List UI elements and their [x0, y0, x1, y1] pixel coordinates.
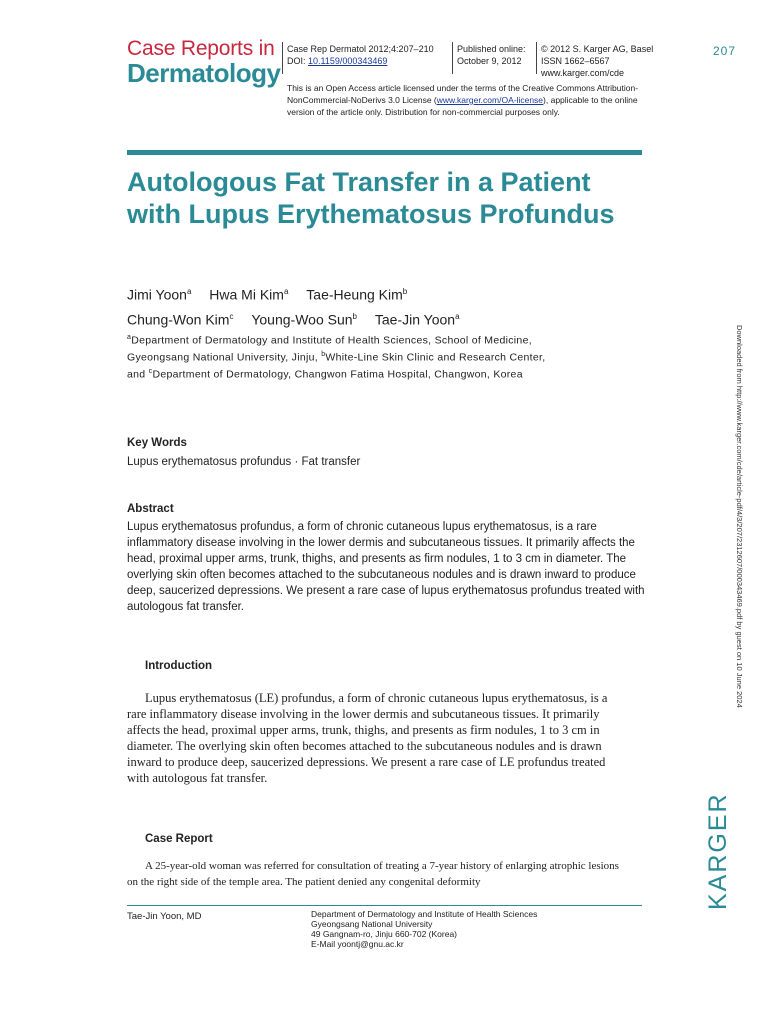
- footer-rule: [127, 905, 642, 906]
- author: [306, 281, 407, 306]
- author-row: [127, 306, 474, 331]
- author-affiliation-mark: a: [283, 287, 289, 296]
- address-line: Department of Dermatology and Institute of Health Sciences: [311, 909, 538, 919]
- doi-line: [287, 55, 434, 67]
- journal-name-line2: Dermatology: [127, 58, 281, 88]
- author-affiliation-mark: b: [352, 311, 357, 321]
- introduction-text: Lupus erythematosus (LE) profundus, a form of chronic cutaneous lupus erythematosus, is a rare inflammatory disease involving in the lower dermis and subcutaneous tissues. It primarily affects the head, proximal upper arms, trunk, thighs, and presents as firm nodules, 1 to 3 cm in diameter. The overlying skin often becomes attached to the subcutaneous nodules and is drawn inward to produce deep, saucerized depressions. We present a rare case of LE profundus treated with autologous fat transfer.: [127, 691, 608, 785]
- license-text-before: This is an Open Access article licensed under the terms of the Creative Commons Attribution-NonCommercial-NoDerivs 3.0 License (: [287, 83, 639, 105]
- author-row: [127, 281, 474, 306]
- author-name: Chung-Won Kim: [127, 311, 230, 328]
- author-affiliation-mark: c: [229, 311, 234, 321]
- title-rule: [127, 150, 642, 155]
- published-date: October 9, 2012: [457, 56, 522, 66]
- article-title: Autologous Fat Transfer in a Patient with Lupus Erythematosus Profundus: [127, 167, 615, 229]
- affiliation-mark: c: [148, 368, 153, 375]
- author-affiliation-mark: a: [455, 311, 460, 321]
- case-report-heading: Case Report: [145, 833, 213, 845]
- journal-name-line1: Case Reports in: [127, 37, 275, 60]
- published-label: Published online:: [457, 44, 526, 54]
- case-report-text: A 25-year-old woman was referred for consultation of treating a 7-year history of enlarging atrophic lesions on the right side of the temple area. The patient denied any congenital deformity: [127, 860, 619, 888]
- affiliations: [127, 331, 557, 382]
- download-note: [734, 325, 744, 708]
- doi-link[interactable]: 10.1159/000343469: [308, 56, 388, 66]
- address-line: 49 Gangnam-ro, Jinju 660-702 (Korea): [311, 929, 457, 939]
- copyright: © 2012 S. Karger AG, Basel: [541, 44, 654, 54]
- author-affiliation-mark: b: [402, 287, 408, 296]
- copyright-block: [541, 43, 653, 79]
- header-divider: [282, 42, 283, 74]
- affiliation-mark: a: [127, 334, 132, 341]
- author-name: Hwa Mi Kim: [209, 286, 284, 303]
- affiliation-text: Department of Dermatology and Institute of Health Sciences, School of Medicine, Gyeongsang National University, Jinju,: [127, 334, 532, 364]
- page-number: 207: [713, 44, 737, 58]
- download-note-text: Downloaded from http://www.karger.com/cde/article-pdf/4/3/207/2312607/000343469.pdf by guest on 10 June 2024: [735, 325, 744, 708]
- affiliation-mark: b: [321, 351, 326, 358]
- author: [375, 306, 460, 331]
- address-line: E-Mail yoontj@gnu.ac.kr: [311, 939, 404, 949]
- affiliation-text: Department of Dermatology, Changwon Fatima Hospital, Changwon, Korea: [152, 368, 523, 381]
- author-list: [127, 281, 474, 330]
- citation-block: [287, 43, 434, 67]
- abstract-heading: Abstract: [127, 503, 174, 515]
- header-divider: [536, 42, 537, 74]
- author-name: Tae-Jin Yoon: [374, 311, 456, 328]
- affiliation-text: White-Line Skin Clinic and Research Center, and: [127, 351, 546, 381]
- doi-prefix: DOI:: [287, 56, 309, 66]
- citation: Case Rep Dermatol 2012;4:207–210: [287, 44, 434, 54]
- published-block: [457, 43, 526, 67]
- license-text-after: ), applicable to the online version of the article only. Distribution for non-commercial purposes only.: [287, 95, 638, 117]
- license-link[interactable]: www.karger.com/OA-license: [436, 95, 544, 105]
- author: [127, 281, 191, 306]
- address-line: Gyeongsang National University: [311, 919, 433, 929]
- corresponding-address: [311, 909, 537, 949]
- publisher-name: KARGER: [704, 792, 732, 910]
- author: [127, 306, 233, 331]
- abstract-text: Lupus erythematosus profundus, a form of chronic cutaneous lupus erythematosus, is a rare inflammatory disease involving in the lower dermis and subcutaneous tissues. It primarily affects the head, proximal upper arms, trunk, thighs, and presents as firm nodules, 1 to 3 cm in diameter. The overlying skin often becomes attached to the subcutaneous nodules and is drawn inward to produce deep, saucerized depressions. We present a rare case of lupus erythematosus profundus treated with autologous fat transfer.: [127, 521, 645, 613]
- author-name: Jimi Yoon: [127, 286, 187, 303]
- license-notice: [287, 82, 657, 118]
- publisher-logo: [704, 792, 734, 910]
- author: [209, 281, 288, 306]
- keywords-heading: Key Words: [127, 437, 187, 449]
- corresponding-author: Tae-Jin Yoon, MD: [127, 911, 202, 922]
- issn: ISSN 1662–6567: [541, 56, 610, 66]
- author-affiliation-mark: a: [186, 287, 192, 296]
- author-name: Young-Woo Sun: [251, 311, 353, 328]
- journal-logo: [127, 38, 280, 86]
- author-name: Tae-Heung Kim: [306, 286, 403, 303]
- author: [251, 306, 357, 331]
- website: www.karger.com/cde: [541, 68, 625, 78]
- keywords: Lupus erythematosus profundus · Fat transfer: [127, 456, 361, 468]
- introduction-heading: Introduction: [145, 660, 213, 672]
- header-divider: [452, 42, 453, 74]
